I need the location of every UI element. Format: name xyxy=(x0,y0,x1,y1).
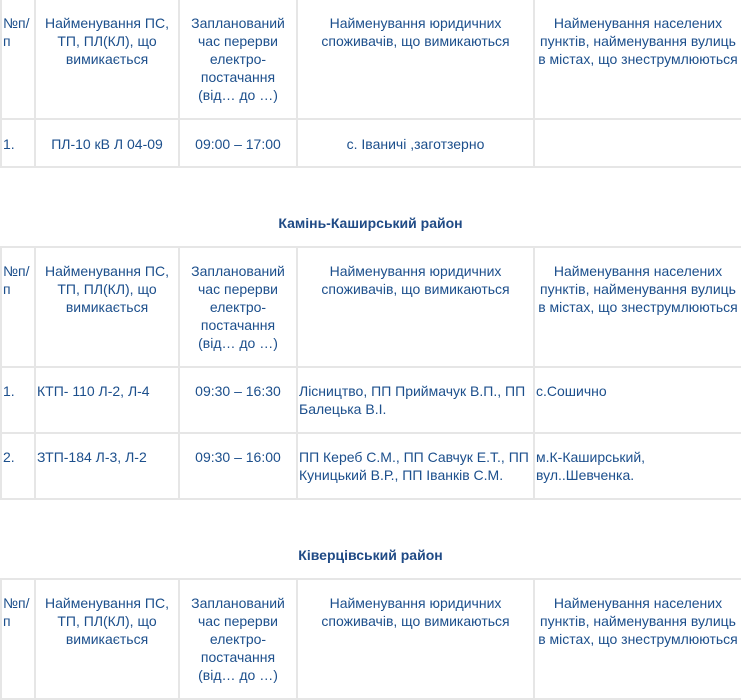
row-places: с.Сошично xyxy=(534,367,741,433)
row-time: 09:30 – 16:30 xyxy=(179,367,297,433)
header-time: Запланований час перерви електро-постачання (від… до …) xyxy=(179,0,297,119)
row-legal: Лісництво, ПП Приймачук В.П., ПП Балецька В.І. xyxy=(297,367,534,433)
header-num: №п/п xyxy=(1,0,35,119)
row-legal: с. Іваничі ,заготзерно xyxy=(297,119,534,167)
table-header-row xyxy=(1,0,741,119)
header-legal: Найменування юридичних споживачів, що вимикаються xyxy=(297,579,534,699)
row-legal: ПП Кереб С.М., ПП Савчук Е.Т., ПП Куницький В.Р., ПП Іванків С.М. xyxy=(297,433,534,499)
table-row xyxy=(1,433,741,499)
table-row xyxy=(1,119,741,167)
header-time: Запланований час перерви електро-постачання (від… до …) xyxy=(179,579,297,699)
row-num: 1. xyxy=(1,367,35,433)
row-name: КТП- 110 Л-2, Л-4 xyxy=(35,367,179,433)
row-time: 09:00 – 17:00 xyxy=(179,119,297,167)
row-places: м.К-Каширський, вул..Шевченка. xyxy=(534,433,741,499)
header-places: Найменування населених пунктів, найменування вулиць в містах, що знеструмлюються xyxy=(534,579,741,699)
row-num: 1. xyxy=(1,119,35,167)
header-places: Найменування населених пунктів, найменування вулиць в містах, що знеструмлюються xyxy=(534,0,741,119)
header-name: Найменування ПС, ТП, ПЛ(КЛ), що вимикається xyxy=(35,0,179,119)
table-header-row xyxy=(1,247,741,367)
row-num: 2. xyxy=(1,433,35,499)
table-row xyxy=(1,367,741,433)
row-time: 09:30 – 16:00 xyxy=(179,433,297,499)
header-places: Найменування населених пунктів, найменування вулиць в містах, що знеструмлюються xyxy=(534,247,741,367)
header-legal: Найменування юридичних споживачів, що вимикаються xyxy=(297,0,534,119)
outage-table-2 xyxy=(0,246,741,500)
row-name: ЗТП-184 Л-3, Л-2 xyxy=(35,433,179,499)
header-time: Запланований час перерви електро-постачання (від… до …) xyxy=(179,247,297,367)
outage-table-1 xyxy=(0,0,741,168)
header-legal: Найменування юридичних споживачів, що вимикаються xyxy=(297,247,534,367)
section-title: Ківерцівський район xyxy=(298,547,443,563)
header-name: Найменування ПС, ТП, ПЛ(КЛ), що вимикається xyxy=(35,247,179,367)
header-name: Найменування ПС, ТП, ПЛ(КЛ), що вимикається xyxy=(35,579,179,699)
table-header-row xyxy=(1,579,741,699)
row-name: ПЛ-10 кВ Л 04-09 xyxy=(35,119,179,167)
row-places xyxy=(534,119,741,167)
header-num: №п/п xyxy=(1,247,35,367)
header-num: №п/п xyxy=(1,579,35,699)
section-title: Камінь-Каширський район xyxy=(278,215,463,231)
